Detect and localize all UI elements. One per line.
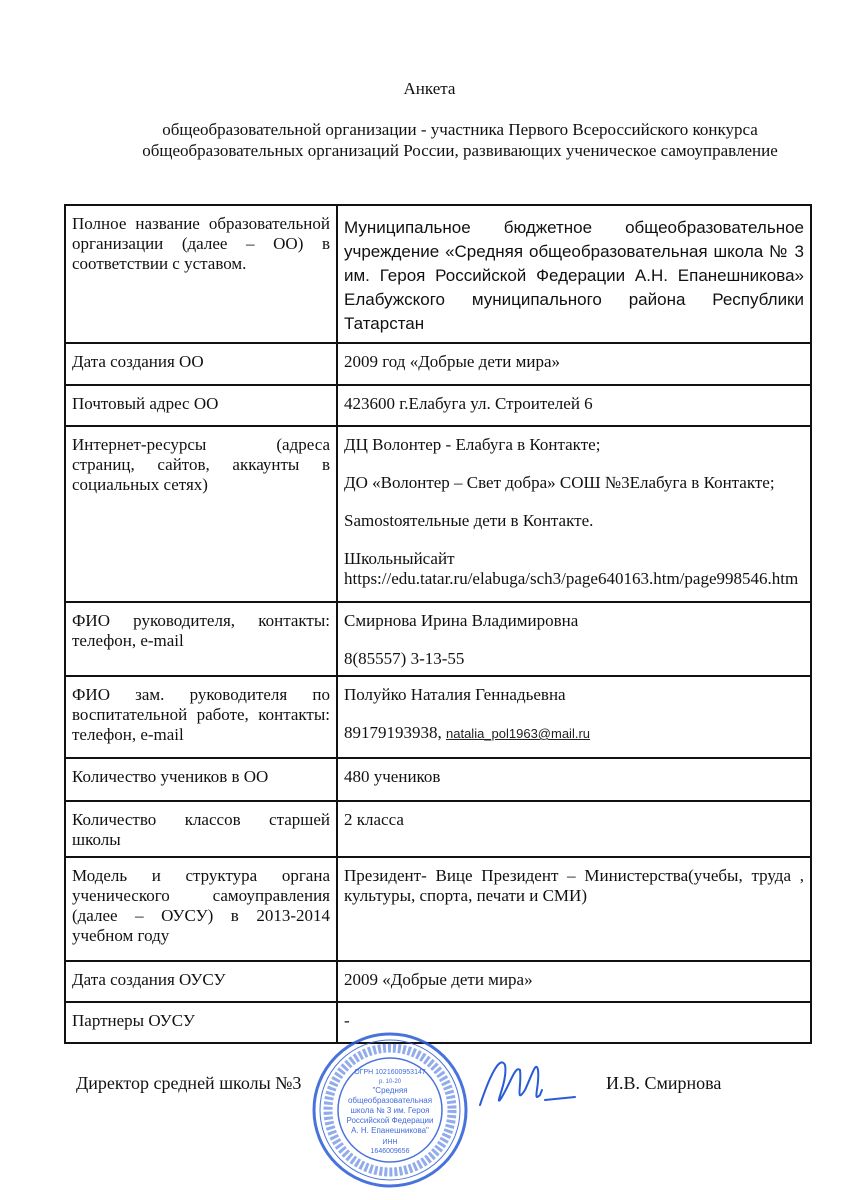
row-label: Дата создания ОО — [65, 343, 337, 385]
table-row — [65, 961, 811, 1002]
row-value: 2 класса — [337, 801, 811, 857]
row-value: 2009 «Добрые дети мира» — [337, 961, 811, 1002]
deputy-phone: 89179193938, — [344, 723, 442, 742]
table-row — [65, 426, 811, 602]
official-stamp-icon — [310, 1030, 470, 1190]
row-value: 423600 г.Елабуга ул. Строителей 6 — [337, 385, 811, 426]
row-label: Модель и структура органа ученического самоуправления (далее – ОУСУ) в 2013-2014 учебном году — [65, 857, 337, 961]
row-value: Муниципальное бюджетное общеобразовательное учреждение «Средняя общеобразовательная школа № 3 им. Героя Российской Федерации А.Н. Епанешникова» Елабужского муниципального района Республики Татарстан — [337, 205, 811, 343]
resource-item: ДО «Волонтер – Свет добра» СОШ №3Елабуга в Контакте; — [344, 473, 775, 492]
internet-resources — [337, 426, 811, 602]
row-label: ФИО руководителя, контакты: телефон, e-mail — [65, 602, 337, 676]
director-position: Директор средней школы №3 — [76, 1073, 302, 1093]
document-title: Анкета — [403, 79, 456, 98]
stamp-ogrn: ОГРН 1021600953147 — [354, 1069, 426, 1076]
row-label: Интернет-ресурсы (адреса страниц, сайтов, аккаунты в социальных сетях) — [65, 426, 337, 602]
row-label: Полное название образовательной организации (далее – ОО) в соответствии с уставом. — [65, 205, 337, 343]
school-site-link[interactable]: https://edu.tatar.ru/elabuga/sch3/page640163.htm/page998546.htm — [344, 569, 799, 588]
signature-icon — [470, 1045, 580, 1125]
row-label: Почтовый адрес ОО — [65, 385, 337, 426]
table-row — [65, 343, 811, 385]
row-value: 2009 год «Добрые дети мира» — [337, 343, 811, 385]
stamp-line: Российской Федерации — [346, 1116, 434, 1125]
director-contacts — [337, 602, 811, 676]
row-label: Количество классов старшей школы — [65, 801, 337, 857]
row-label: Количество учеников в ОО — [65, 758, 337, 801]
resource-item: Школьныйсайт — [344, 549, 455, 568]
stamp-line: общеобразовательная — [347, 1096, 433, 1105]
row-label: Партнеры ОУСУ — [65, 1002, 337, 1043]
stamp-line: р. 10-20 — [378, 1079, 402, 1085]
resource-item: ДЦ Волонтер - Елабуга в Контакте; — [344, 435, 601, 454]
row-value: - — [337, 1002, 811, 1043]
director-phone: 8(85557) 3-13-55 — [344, 649, 465, 668]
table-row — [65, 857, 811, 961]
row-label: Дата создания ОУСУ — [65, 961, 337, 1002]
director-name: Смирнова Ирина Владимировна — [344, 611, 579, 630]
table-row — [65, 385, 811, 426]
deputy-name: Полуйко Наталия Геннадьевна — [344, 685, 566, 704]
stamp-line: школа № 3 им. Героя — [350, 1106, 430, 1115]
table-row — [65, 676, 811, 758]
director-signatory: И.В. Смирнова — [606, 1073, 722, 1093]
stamp-line: А. Н. Епанешникова" — [351, 1126, 429, 1135]
deputy-contacts — [337, 676, 811, 758]
stamp-line: "Средняя — [372, 1086, 408, 1095]
deputy-email-link[interactable]: natalia_pol1963@mail.ru — [446, 726, 591, 741]
table-row — [65, 602, 811, 676]
table-row — [65, 758, 811, 801]
stamp-inn: 1646009656 — [370, 1148, 410, 1155]
table-row — [65, 205, 811, 343]
resource-item: Samostоятельные дети в Контакте. — [344, 511, 594, 530]
questionnaire-table — [64, 204, 812, 1044]
row-value: 480 учеников — [337, 758, 811, 801]
row-value: Президент- Вице Президент – Министерства(учебы, труда , культуры, спорта, печати и СМИ) — [337, 857, 811, 961]
row-label: ФИО зам. руководителя по воспитательной работе, контакты: телефон, e-mail — [65, 676, 337, 758]
document-subtitle: общеобразовательной организации - участника Первого Всероссийского конкурса общеобразовательных организаций России, развивающих ученическое самоуправление — [142, 120, 778, 160]
stamp-line: ИНН — [382, 1139, 398, 1146]
table-row — [65, 801, 811, 857]
